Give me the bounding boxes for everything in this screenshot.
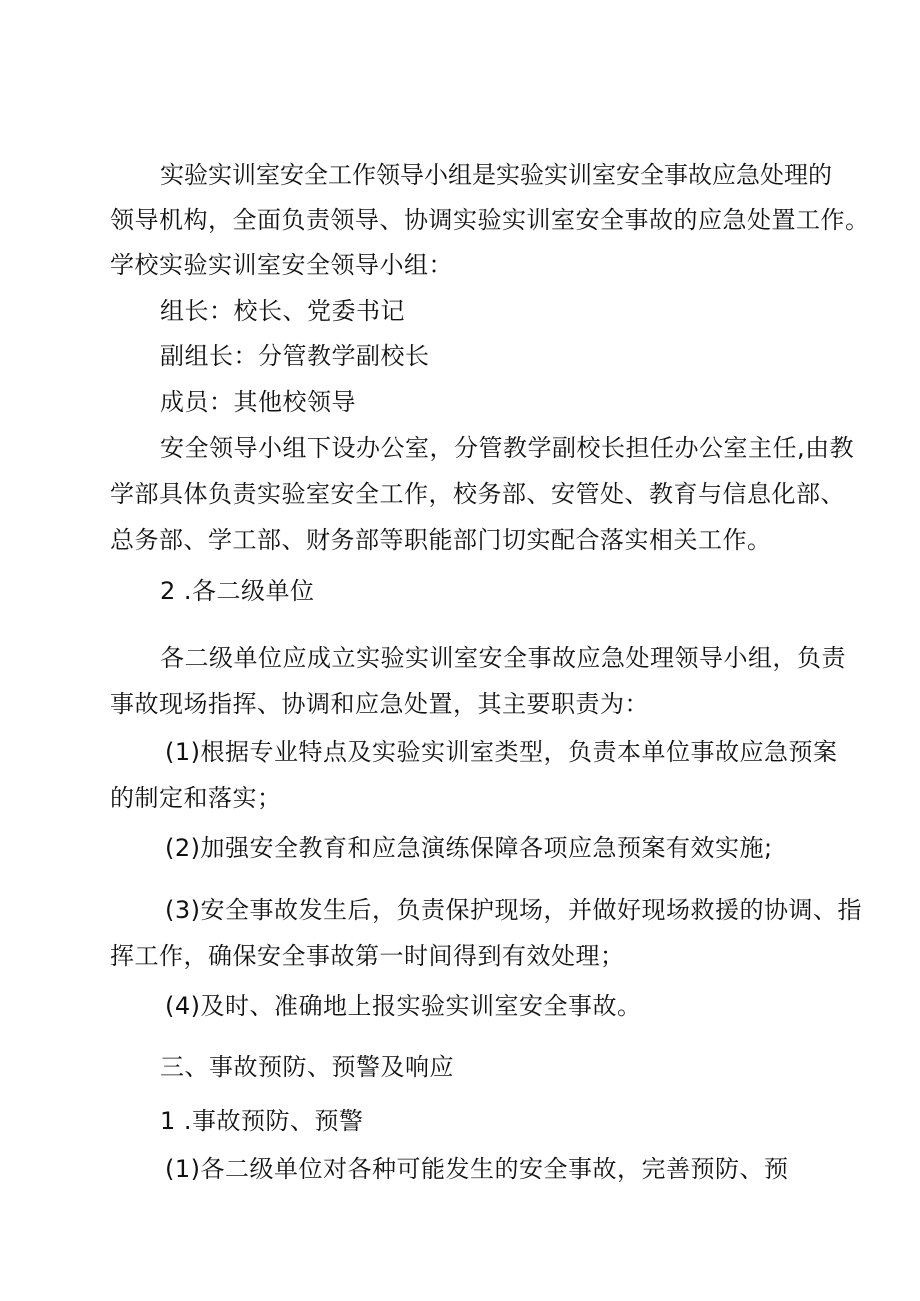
- duty-4-line: (4)及时、准确地上报实验实训室安全事故。: [165, 992, 642, 1020]
- prevention-1-line: (1)各二级单位对各种可能发生的安全事故，完善预防、预: [165, 1155, 789, 1183]
- paragraph-office-line-2: 学部具体负责实验室安全工作，校务部、安管处、教育与信息化部、: [110, 480, 845, 508]
- deputy-leader-line: 副组长：分管教学副校长: [160, 342, 430, 370]
- paragraph-secondary-units-line-2: 事故现场指挥、协调和应急处置，其主要职责为：: [110, 690, 649, 718]
- paragraph-office-line-1: 安全领导小组下设办公室，分管教学副校长担任办公室主任,由教: [160, 434, 855, 462]
- duty-3-line-1: (3)安全事故发生后，负责保护现场，并做好现场救援的协调、指: [165, 896, 862, 924]
- paragraph-leadership-line-3: 学校实验实训室安全领导小组：: [110, 251, 453, 279]
- members-line: 成员：其他校领导: [160, 388, 356, 416]
- section-1-heading: 1 .事故预防、预警: [160, 1107, 364, 1135]
- section-2-heading: 2 .各二级单位: [160, 577, 315, 605]
- duty-1-line-1: (1)根据专业特点及实验实训室类型，负责本单位事故应急预案: [165, 738, 838, 766]
- text-span: 实验实训室安全工作领导小组是实验实训室安全事故应急处理的: [160, 161, 832, 189]
- group-leader-line: 组长：校长、党委书记: [160, 297, 405, 325]
- duty-1-line-2: 的制定和落实；: [110, 784, 282, 812]
- duty-2-line: (2)加强安全教育和应急演练保障各项应急预案有效实施;: [165, 834, 773, 862]
- chapter-3-heading: 三、事故预防、预警及响应: [160, 1053, 454, 1081]
- paragraph-secondary-units-line-1: 各二级单位应成立实验实训室安全事故应急处理领导小组，负责: [160, 644, 846, 672]
- duty-3-line-2: 挥工作，确保安全事故第一时间得到有效处理；: [110, 942, 625, 970]
- paragraph-leadership-line-2: 领导机构，全面负责领导、协调实验实训室安全事故的应急处置工作。: [110, 206, 870, 234]
- paragraph-office-line-3: 总务部、学工部、财务部等职能部门切实配合落实相关工作。: [110, 526, 772, 554]
- paragraph-leadership-line-1: [160, 160, 832, 190]
